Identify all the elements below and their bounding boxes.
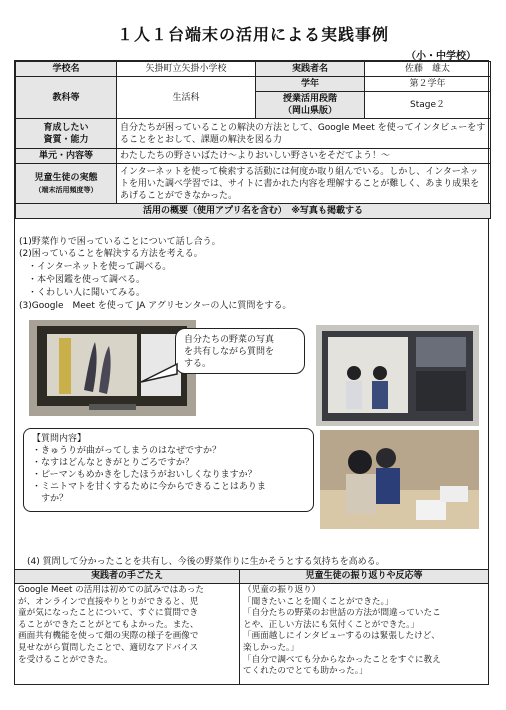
overview-line: ・くわしい人に聞いてみる。 xyxy=(19,288,146,298)
teacher-feedback-line: が、オンラインで直接やりとりができると、児 xyxy=(18,596,199,607)
subject-value: 生活科 xyxy=(117,77,256,119)
teacher-feedback-heading: 実践者の手ごたえ xyxy=(15,570,239,584)
page-subtitle: （小・中学校） xyxy=(406,51,476,62)
status-label xyxy=(16,164,117,204)
ability-label-line2: 資質・能力 xyxy=(43,134,89,145)
reflection-section xyxy=(15,569,488,685)
school-value: 矢掛町立矢掛小学校 xyxy=(117,62,256,77)
question-item: ・きゅうりが曲がってしまうのはなぜですか？ xyxy=(32,446,222,456)
student-reflection-line: 「聞きたいことを聞くことができた。」 xyxy=(243,596,394,607)
overview-line: ・インターネットを使って調べる。 xyxy=(19,262,172,272)
teacher-feedback-line: 童が気になったことについて、すぐに質問でき xyxy=(18,608,199,619)
student-reflection-line: 「自分で調べても分からなかったことをすぐに教え xyxy=(243,654,441,665)
report-sheet xyxy=(14,60,489,685)
unit-value: わたしたちの野さいばたけ～よりおいしい野さいをそだてよう！～ xyxy=(117,149,491,164)
teacher-feedback-line: ることができたことがとてもよかった。また、 xyxy=(18,619,199,630)
stage-value: Stage２ xyxy=(365,92,491,119)
student-reflection-line: 「画面越しにインタビューするのは緊張したけど、 xyxy=(243,631,440,642)
ability-label-line1: 育成したい xyxy=(43,122,89,133)
teacher-feedback-column xyxy=(15,570,240,685)
status-value: インターネットを使って検索する活動には何度か取り組んでいる。しかし、インターネットを用いた調べ学習では、サイトに書かれた内容を理解することが難しく、あまり成果をあげることができなかった。 xyxy=(117,164,491,204)
teacher-value: 佐藤 雄太 xyxy=(365,62,491,77)
photo-students-image xyxy=(320,430,479,529)
overview-step4: (4) 質問して分かったことを共有し、今後の野菜作りに生かそうとする気持ちを高める。 xyxy=(27,557,385,567)
photo-students xyxy=(320,430,479,529)
status-label-main: 児童生徒の実態 xyxy=(34,172,98,183)
school-label: 学校名 xyxy=(16,62,117,77)
question-item: ・ミニトマトを甘くするために今からできることはありま xyxy=(32,482,266,492)
overview-line: (1)野菜作りで困っていることについて話し合う。 xyxy=(19,237,221,247)
callout-line: する。 xyxy=(184,359,212,369)
callout-line: 自分たちの野菜の写真 xyxy=(184,335,275,345)
student-reflection-line: てくれたのでとても助かった。」 xyxy=(243,666,368,677)
photo-video-call xyxy=(316,325,479,426)
teacher-feedback-line: 画面共有機能を使って畑の実際の様子を画像で xyxy=(18,631,199,642)
student-reflection-column xyxy=(240,570,488,685)
callout-line: を共有しながら質問を xyxy=(184,347,275,357)
unit-label: 単元・内容等 xyxy=(16,149,117,164)
question-box xyxy=(23,428,314,512)
stage-label-line2: （岡山県版） xyxy=(282,106,337,116)
overview-line: (3)Google Meet を使って JA アグリセンターの人に質問をする。 xyxy=(19,301,292,311)
subject-label: 教科等 xyxy=(16,77,117,119)
overview-line: (2)困っていることを解決する方法を考える。 xyxy=(19,249,203,259)
teacher-feedback-line: 見せながら質問したことで、適切なアドバイス xyxy=(18,642,199,653)
page-title: １人１台端末の活用による実践事例 xyxy=(116,25,389,44)
grade-label: 学年 xyxy=(256,77,365,92)
status-label-sub: （端末活用頻度等） xyxy=(34,185,98,194)
question-title: 【質問内容】 xyxy=(32,434,87,444)
question-item: すか？ xyxy=(32,494,69,504)
teacher-feedback-line: Google Meet の活用は初めての試みではあった xyxy=(18,585,204,595)
student-reflection-line: 楽しかった。」 xyxy=(243,642,299,653)
student-reflection-heading: 児童生徒の振り返りや反応等 xyxy=(240,570,488,584)
info-table xyxy=(15,61,491,219)
question-item: ・なすはどんなときがとりごろですか？ xyxy=(32,458,194,468)
overview-section xyxy=(15,234,488,569)
overview-line: ・本や図鑑を使って調べる。 xyxy=(19,275,146,285)
stage-label-line1: 授業活用段階 xyxy=(282,94,337,104)
teacher-label: 実践者名 xyxy=(256,62,365,77)
student-reflection-line: 「自分たちの野菜のお世話の方法が間違っていたこ xyxy=(243,608,441,619)
ability-value: 自分たちが困っていることの解決の方法として、Google Meet を使ってインタビューをすることをとおして、課題の解決を図る力 xyxy=(117,119,491,149)
callout-pointer xyxy=(139,362,179,386)
student-reflection-line: とや、正しい方法にも気付くことができた。」 xyxy=(243,619,419,630)
student-reflection-line: （児童の振り返り） xyxy=(243,585,321,595)
photo-video-call-image xyxy=(316,325,479,426)
stage-label xyxy=(256,92,365,119)
question-item: ・ピーマンもめかきをしたほうがおいしくなりますか？ xyxy=(32,470,257,480)
photo-callout xyxy=(175,328,305,374)
overview-heading: 活用の概要（使用アプリ名を含む） ※写真も掲載する xyxy=(16,204,491,219)
teacher-feedback-line: を受けることができた。 xyxy=(18,654,113,665)
grade-value: 第２学年 xyxy=(365,77,491,92)
ability-label xyxy=(16,119,117,149)
